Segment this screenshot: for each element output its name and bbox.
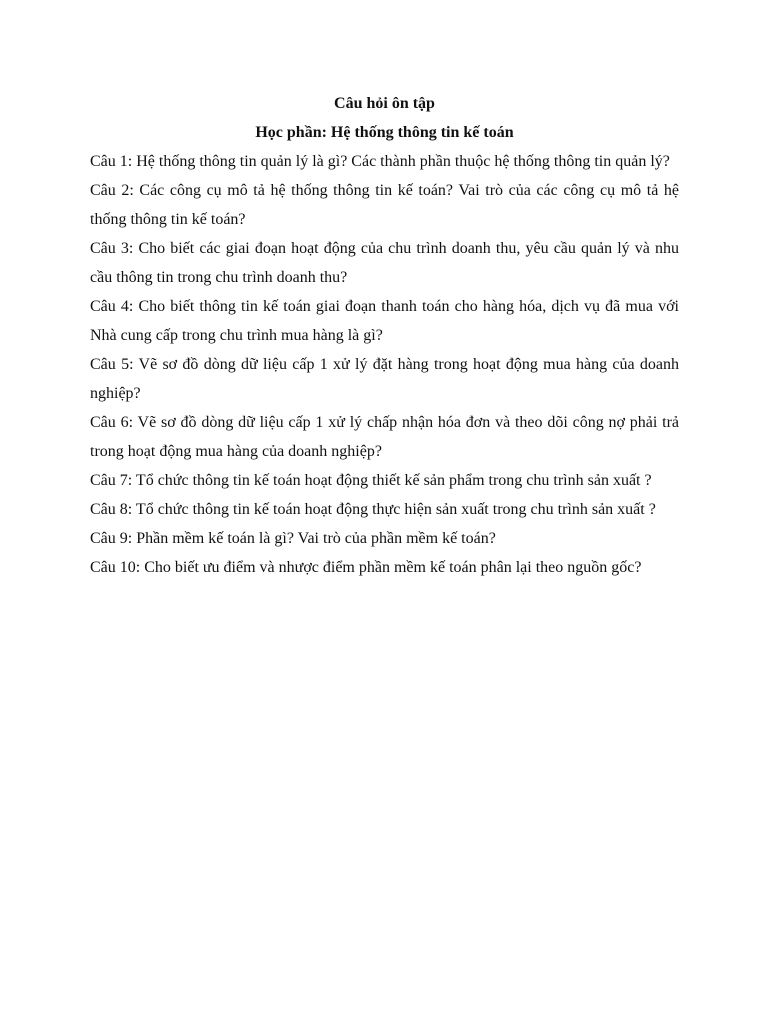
document-subtitle: Học phần: Hệ thống thông tin kế toán: [255, 124, 514, 141]
question-8: Câu 8: Tổ chức thông tin kế toán hoạt động thực hiện sản xuất trong chu trình sản xuất ?: [90, 501, 656, 518]
question-6: Câu 6: Vẽ sơ đồ dòng dữ liệu cấp 1 xử lý chấp nhận hóa đơn và theo dõi công nợ phải trả trong hoạt động mua hàng của doanh nghiệp?: [90, 414, 679, 460]
question-2: Câu 2: Các công cụ mô tả hệ thống thông tin kế toán? Vai trò của các công cụ mô tả hệ thống thông tin kế toán?: [90, 182, 679, 228]
question-3: Câu 3: Cho biết các giai đoạn hoạt động của chu trình doanh thu, yêu cầu quản lý và nhu cầu thông tin trong chu trình doanh thu?: [90, 240, 679, 286]
question-10: Câu 10: Cho biết ưu điểm và nhược điểm phần mềm kế toán phân lại theo nguồn gốc?: [90, 559, 642, 576]
question-1: Câu 1: Hệ thống thông tin quản lý là gì? Các thành phần thuộc hệ thống thông tin quản lý?: [90, 153, 670, 170]
question-list: [90, 147, 679, 582]
question-5: Câu 5: Vẽ sơ đồ dòng dữ liệu cấp 1 xử lý đặt hàng trong hoạt động mua hàng của doanh nghiệp?: [90, 356, 679, 402]
question-7: Câu 7: Tổ chức thông tin kế toán hoạt động thiết kế sản phẩm trong chu trình sản xuất ?: [90, 472, 652, 489]
question-4: Câu 4: Cho biết thông tin kế toán giai đoạn thanh toán cho hàng hóa, dịch vụ đã mua với Nhà cung cấp trong chu trình mua hàng là gì?: [90, 298, 679, 344]
document-content: [90, 89, 679, 582]
document-title: Câu hỏi ôn tập: [334, 95, 435, 112]
question-9: Câu 9: Phần mềm kế toán là gì? Vai trò của phần mềm kế toán?: [90, 530, 496, 547]
